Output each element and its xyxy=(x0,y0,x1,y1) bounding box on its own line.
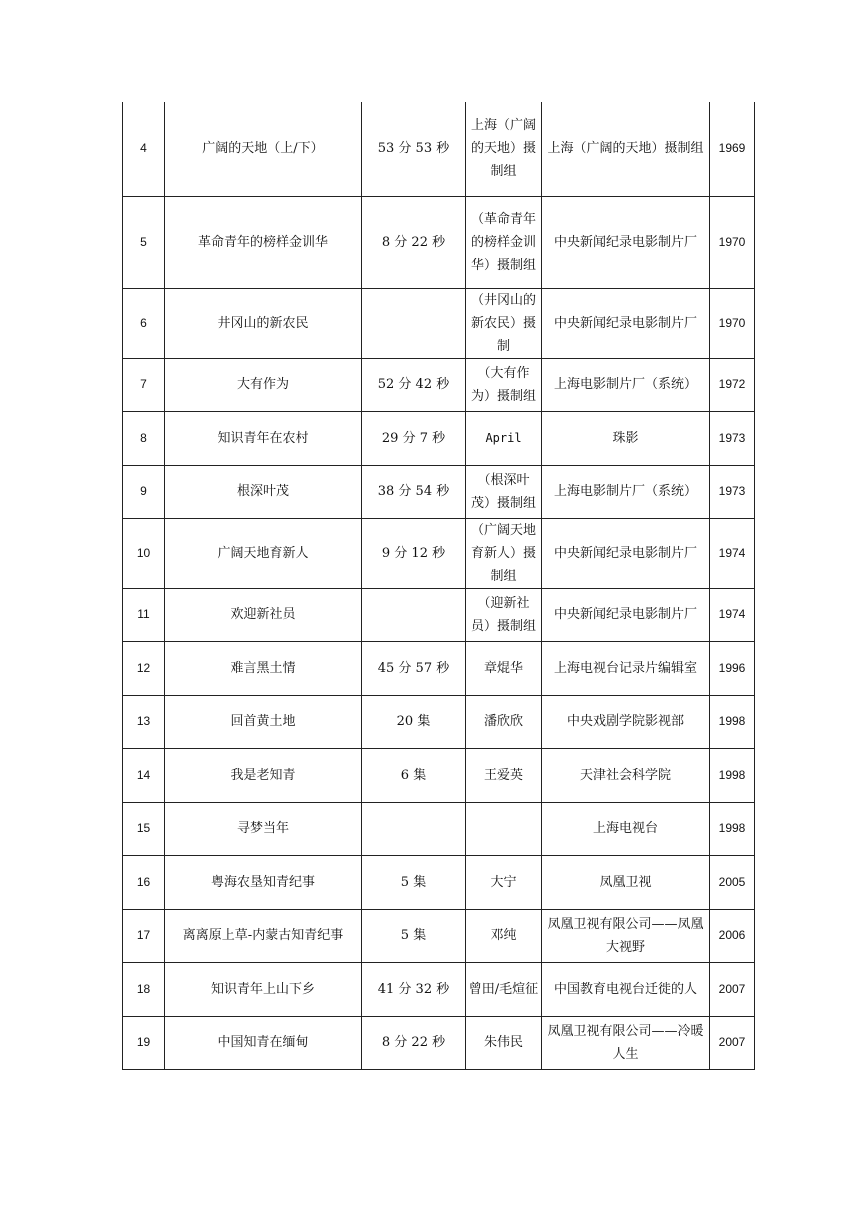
cell-title: 欢迎新社员 xyxy=(165,588,362,641)
cell-title: 离离原上草-内蒙古知青纪事 xyxy=(165,909,362,962)
cell-no: 10 xyxy=(123,518,165,588)
table-row xyxy=(123,748,755,802)
cell-director xyxy=(466,802,542,855)
cell-length: 9 分 12 秒 xyxy=(362,518,466,588)
table-row xyxy=(123,962,755,1016)
cell-producer: 凤凰卫视有限公司——凤凰大视野 xyxy=(542,909,710,962)
table-row xyxy=(123,196,755,288)
table-row xyxy=(123,411,755,465)
cell-director: 曾田/毛煊征 xyxy=(466,962,542,1016)
cell-title: 广阔天地育新人 xyxy=(165,518,362,588)
cell-no: 11 xyxy=(123,588,165,641)
table-row xyxy=(123,518,755,588)
cell-length: 29 分 7 秒 xyxy=(362,411,466,465)
cell-producer: 上海（广阔的天地）摄制组 xyxy=(542,102,710,196)
cell-title: 中国知青在缅甸 xyxy=(165,1016,362,1069)
table-row xyxy=(123,588,755,641)
cell-no: 14 xyxy=(123,748,165,802)
cell-year: 1998 xyxy=(710,695,755,748)
table-row xyxy=(123,695,755,748)
cell-director: 邓纯 xyxy=(466,909,542,962)
table-row xyxy=(123,102,755,196)
cell-title: 知识青年在农村 xyxy=(165,411,362,465)
cell-length: 38 分 54 秒 xyxy=(362,465,466,518)
cell-year: 1973 xyxy=(710,465,755,518)
cell-title: 寻梦当年 xyxy=(165,802,362,855)
cell-director: （迎新社员）摄制组 xyxy=(466,588,542,641)
cell-director: 上海（广阔的天地）摄制组 xyxy=(466,102,542,196)
cell-producer: 中央新闻纪录电影制片厂 xyxy=(542,588,710,641)
cell-producer: 中国教育电视台迁徙的人 xyxy=(542,962,710,1016)
cell-year: 1972 xyxy=(710,358,755,411)
table-row xyxy=(123,358,755,411)
cell-no: 6 xyxy=(123,288,165,358)
cell-no: 18 xyxy=(123,962,165,1016)
table-row xyxy=(123,641,755,695)
cell-director: （根深叶茂）摄制组 xyxy=(466,465,542,518)
cell-producer: 中央戏剧学院影视部 xyxy=(542,695,710,748)
table-row xyxy=(123,288,755,358)
documentary-table xyxy=(122,102,755,1070)
cell-no: 16 xyxy=(123,855,165,909)
cell-year: 2007 xyxy=(710,1016,755,1069)
cell-year: 1970 xyxy=(710,196,755,288)
cell-director: April xyxy=(466,411,542,465)
cell-no: 13 xyxy=(123,695,165,748)
cell-year: 1974 xyxy=(710,588,755,641)
cell-length: 45 分 57 秒 xyxy=(362,641,466,695)
cell-title: 知识青年上山下乡 xyxy=(165,962,362,1016)
cell-no: 4 xyxy=(123,102,165,196)
cell-year: 2005 xyxy=(710,855,755,909)
cell-title: 根深叶茂 xyxy=(165,465,362,518)
cell-year: 2007 xyxy=(710,962,755,1016)
cell-no: 19 xyxy=(123,1016,165,1069)
cell-length: 6 集 xyxy=(362,748,466,802)
cell-producer: 凤凰卫视 xyxy=(542,855,710,909)
cell-title: 难言黑土情 xyxy=(165,641,362,695)
cell-no: 5 xyxy=(123,196,165,288)
cell-director: 潘欣欣 xyxy=(466,695,542,748)
cell-length: 5 集 xyxy=(362,909,466,962)
cell-title: 广阔的天地（上/下） xyxy=(165,102,362,196)
cell-producer: 珠影 xyxy=(542,411,710,465)
cell-length: 53 分 53 秒 xyxy=(362,102,466,196)
cell-length xyxy=(362,802,466,855)
cell-director: （大有作为）摄制组 xyxy=(466,358,542,411)
table-row xyxy=(123,1016,755,1069)
cell-no: 12 xyxy=(123,641,165,695)
cell-year: 1974 xyxy=(710,518,755,588)
cell-producer: 上海电视台 xyxy=(542,802,710,855)
cell-no: 8 xyxy=(123,411,165,465)
cell-director: （广阔天地育新人）摄制组 xyxy=(466,518,542,588)
cell-length: 8 分 22 秒 xyxy=(362,1016,466,1069)
cell-length: 41 分 32 秒 xyxy=(362,962,466,1016)
cell-director: 王爱英 xyxy=(466,748,542,802)
cell-title: 革命青年的榜样金训华 xyxy=(165,196,362,288)
cell-director: （革命青年的榜样金训华）摄制组 xyxy=(466,196,542,288)
cell-director: 朱伟民 xyxy=(466,1016,542,1069)
table-row xyxy=(123,465,755,518)
cell-length xyxy=(362,288,466,358)
cell-producer: 中央新闻纪录电影制片厂 xyxy=(542,518,710,588)
cell-year: 1998 xyxy=(710,748,755,802)
cell-length xyxy=(362,588,466,641)
cell-producer: 凤凰卫视有限公司——冷暖人生 xyxy=(542,1016,710,1069)
cell-year: 1970 xyxy=(710,288,755,358)
cell-title: 粤海农垦知青纪事 xyxy=(165,855,362,909)
cell-length: 5 集 xyxy=(362,855,466,909)
cell-no: 15 xyxy=(123,802,165,855)
cell-year: 1998 xyxy=(710,802,755,855)
cell-year: 1969 xyxy=(710,102,755,196)
cell-producer: 中央新闻纪录电影制片厂 xyxy=(542,288,710,358)
cell-producer: 上海电视台记录片编辑室 xyxy=(542,641,710,695)
cell-title: 回首黄土地 xyxy=(165,695,362,748)
cell-no: 7 xyxy=(123,358,165,411)
cell-no: 17 xyxy=(123,909,165,962)
cell-director: 大宁 xyxy=(466,855,542,909)
cell-producer: 上海电影制片厂（系统） xyxy=(542,358,710,411)
cell-title: 我是老知青 xyxy=(165,748,362,802)
table-row xyxy=(123,855,755,909)
cell-year: 2006 xyxy=(710,909,755,962)
cell-producer: 上海电影制片厂（系统） xyxy=(542,465,710,518)
cell-year: 1996 xyxy=(710,641,755,695)
table-body xyxy=(123,102,755,1069)
cell-no: 9 xyxy=(123,465,165,518)
cell-length: 52 分 42 秒 xyxy=(362,358,466,411)
cell-director: （井冈山的新农民）摄制 xyxy=(466,288,542,358)
cell-length: 20 集 xyxy=(362,695,466,748)
table-row xyxy=(123,909,755,962)
cell-producer: 天津社会科学院 xyxy=(542,748,710,802)
cell-year: 1973 xyxy=(710,411,755,465)
cell-title: 井冈山的新农民 xyxy=(165,288,362,358)
cell-length: 8 分 22 秒 xyxy=(362,196,466,288)
cell-title: 大有作为 xyxy=(165,358,362,411)
cell-producer: 中央新闻纪录电影制片厂 xyxy=(542,196,710,288)
table-row xyxy=(123,802,755,855)
cell-director: 章焜华 xyxy=(466,641,542,695)
